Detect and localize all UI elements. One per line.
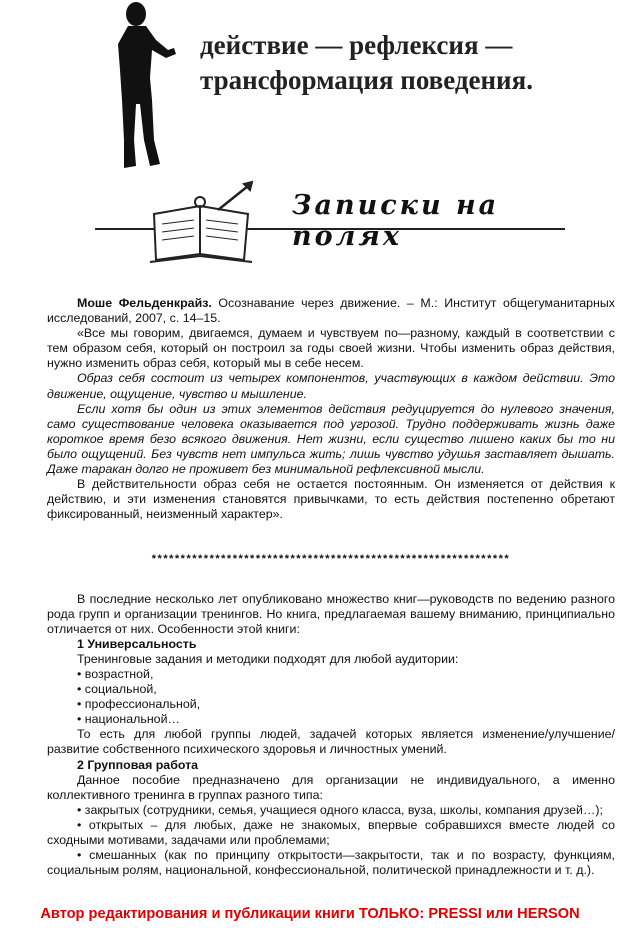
notebook-with-pen-icon — [148, 180, 258, 270]
page-content — [47, 296, 615, 878]
section-text: То есть для любой группы людей, задачей которых является изменение/улучшение/развитие собственного психического здоровья и личностных умений. — [47, 727, 615, 757]
list-item: • смешанных (как по принципу открытости—закрытости, так и по возрасту, функциям, социальным ролям, национальной, конфессиональной, политической принадлежности и т. д.). — [47, 848, 615, 878]
standing-man-silhouette-icon — [100, 0, 180, 172]
section-heading: 1 Универсальность — [77, 636, 197, 651]
notes-title: Записки на полях — [292, 190, 500, 252]
section-text: Тренинговые задания и методики подходят для любой аудитории: — [77, 651, 459, 666]
quote-paragraph: «Все мы говорим, двигаемся, думаем и чувствуем по—разному, каждый в соответствии с тем образом себя, который он построил за годы своей жизни. Чтобы изменить образ действия, нужно изменить образ себя, который мы в себе несем. — [47, 326, 615, 371]
citation-source: Осознавание через движение. – М.: Институт общегуманитарных исследований, 2007, с. 14–15. — [47, 296, 615, 326]
list-item: • социальной, — [77, 682, 157, 697]
list-item: • национальной… — [77, 712, 180, 727]
citation-author: Моше Фельденкрайз. — [77, 296, 212, 310]
publisher-footer: Автор редактирования и публикации книги ТОЛЬКО: PRESSI или HERSON — [40, 906, 580, 922]
section-text: Данное пособие предназначено для организации не индивидуального, а именно коллективного тренинга в группах разного типа: — [47, 772, 615, 802]
headline-line-1: действие — рефлексия — — [200, 30, 513, 60]
section-separator: ************************************************************** — [151, 553, 511, 566]
list-item: • закрытых (сотрудники, семья, учащиеся одного класса, вуза, школы, компания друзей…); — [77, 802, 603, 817]
citation — [47, 296, 615, 326]
list-item: • открытых – для любых, даже не знакомых, впервые собравшихся вместе людей со сходными мотивами, задачами или проблемами; — [47, 817, 615, 847]
section-heading: 2 Групповая работа — [77, 757, 199, 772]
intro-paragraph: В последние несколько лет опубликовано множество книг—руководств по ведению разного рода групп и организации тренингов. Но книга, предлагаемая вашему вниманию, принципиально отличается от них. Особенности этой книги: — [47, 591, 615, 636]
quote-paragraph: В действительности образ себя не остается постоянным. Он изменяется от действия к действию, и эти изменения становятся привычками, то есть действия постепенно обретают фиксированный, неизменный характер». — [47, 477, 615, 522]
quote-paragraph: Образ себя состоит из четырех компонентов, участвующих в каждом действии. Это движение, ощущение, чувство и мышление. — [47, 371, 615, 401]
list-item: • профессиональной, — [77, 697, 201, 712]
headline-line-2: трансформация поведения. — [200, 65, 533, 95]
page-headline — [200, 28, 610, 98]
list-item: • возрастной, — [77, 666, 154, 681]
quote-paragraph: Если хотя бы один из этих элементов действия редуцируется до нулевого значения, само существование человека оказывается под угрозой. Трудно поддерживать жизнь даже короткое время безо всякого движения. Нет жизни, если существо лишено каких бы то ни было ощущений. Без чувств нет импульса жить; лишь чувство удушья заставляет дышать. Даже таракан долго не проживет без минимальной рефлексивной мысли. — [47, 401, 615, 477]
